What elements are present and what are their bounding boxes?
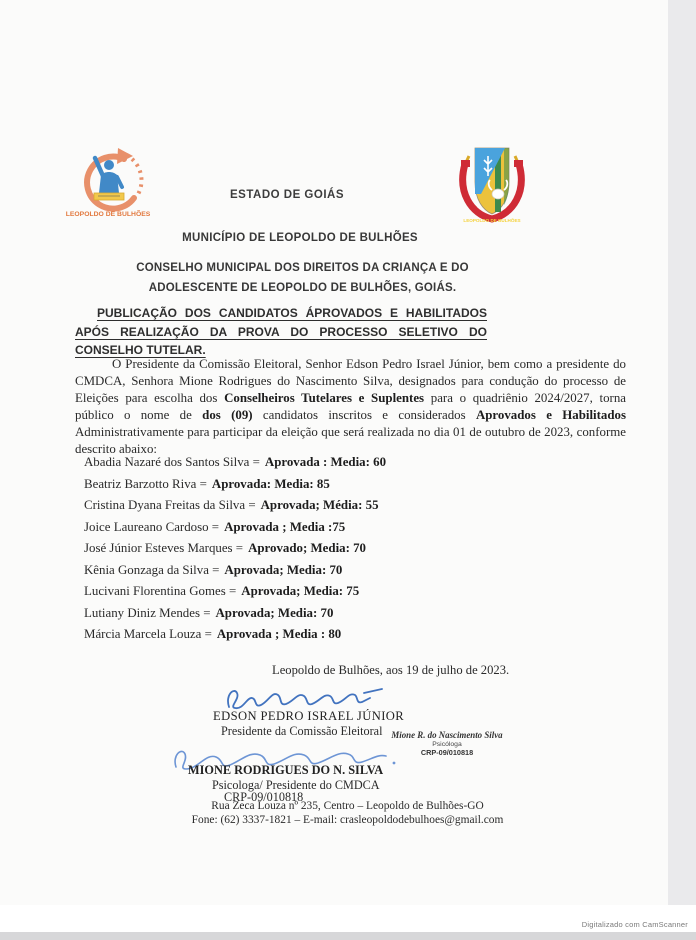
candidate-row bbox=[84, 517, 604, 539]
cmdca-crp: CRP-09/010818 bbox=[224, 790, 304, 804]
state-title: ESTADO DE GOIÁS bbox=[230, 189, 344, 201]
municipal-logo-caption: LEOPOLDO DE BULHÕES bbox=[65, 211, 151, 218]
coat-of-arms-caption: LEOPOLDO DE BULHÕES bbox=[463, 218, 521, 223]
council-title-line1: CONSELHO MUNICIPAL DOS DIREITOS DA CRIANÇA E DO bbox=[136, 262, 469, 274]
stamp-name: Mione R. do Nascimento Silva bbox=[391, 730, 503, 740]
candidate-row bbox=[84, 474, 604, 496]
dateline: Leopoldo de Bulhões, aos 19 de julho de 2023. bbox=[272, 663, 510, 677]
footer-address: Rua Zeca Louza nº 235, Centro – Leopoldo de Bulhões-GO bbox=[211, 800, 484, 812]
subject-line1: PUBLICAÇÃO DOS CANDIDATOS ÁPROVADOS E HABILITADOS bbox=[97, 306, 487, 320]
psychologist-stamp bbox=[388, 730, 506, 757]
candidate-row bbox=[84, 452, 604, 474]
candidate-result: Aprovada : Media: 60 bbox=[264, 455, 387, 469]
paragraph-bold: dos (09) bbox=[202, 407, 253, 422]
paragraph-text: Administrativamente para participar da eleição que será realizada no dia 01 de outubro de 2023, conforme descrito abaixo: bbox=[75, 424, 626, 456]
candidate-result: Aprovado; Media: 70 bbox=[248, 541, 367, 555]
candidate-name: José Júnior Esteves Marques = bbox=[84, 541, 244, 555]
candidate-result: Aprovada ; Media :75 bbox=[224, 519, 346, 534]
candidate-name: Abadia Nazaré dos Santos Silva = bbox=[84, 455, 260, 469]
council-title-line2: ADOLESCENTE DE LEOPOLDO DE BULHÕES, GOIÁS. bbox=[148, 282, 457, 294]
candidate-row bbox=[84, 538, 604, 560]
subject-line2: APÓS REALIZAÇÃO DA PROVA DO PROCESSO SELETIVO DO bbox=[75, 324, 487, 339]
subject-heading bbox=[75, 304, 487, 360]
candidate-row bbox=[84, 624, 604, 646]
president-role: Presidente da Comissão Eleitoral bbox=[221, 724, 383, 738]
candidate-name: Beatriz Barzotto Riva = bbox=[84, 476, 207, 491]
candidate-name: Joice Laureano Cardoso = bbox=[84, 519, 220, 534]
candidate-name: Kênia Gonzaga da Silva = bbox=[84, 562, 220, 577]
candidate-result: Aprovada ; Media : 80 bbox=[216, 627, 342, 641]
president-name: EDSON PEDRO ISRAEL JÚNIOR bbox=[213, 709, 405, 723]
candidate-row bbox=[84, 495, 604, 517]
candidate-result: Aprovada; Media: 70 bbox=[215, 605, 334, 620]
camscanner-strip bbox=[0, 905, 696, 932]
candidate-result: Aprovada; Media: 70 bbox=[224, 562, 343, 577]
footer-contact: Fone: (62) 3337-1821 – E-mail: crasleopoldodebulhoes@gmail.com bbox=[191, 813, 504, 826]
paragraph-bold: Aprovados e Habilitados bbox=[475, 407, 626, 422]
council-title bbox=[40, 258, 565, 298]
municipality-title: MUNICÍPIO DE LEOPOLDO DE BULHÕES bbox=[182, 232, 418, 244]
camscanner-label: Digitalizado com CamScanner bbox=[581, 920, 688, 929]
cmdca-name: MIONE RODRIGUES DO N. SILVA bbox=[188, 763, 384, 777]
paragraph-text: O Presidente da Comissão Eleitoral, Senhor Edson Pedro Israel Júnior, bem como a presidente do CMDCA, Senhora Mione Rodrigues do Nascimento Silva, designados para condução do processo de Eleições para escolha dos bbox=[75, 357, 626, 405]
scan-bottom-bar bbox=[0, 932, 696, 940]
candidate-list bbox=[84, 452, 604, 646]
subject-line3: CONSELHO TUTELAR. bbox=[75, 343, 206, 357]
paragraph-text: para o quadriênio 2024/2027, torna público o nome de bbox=[75, 390, 627, 422]
candidate-name: Cristina Dyana Freitas da Silva = bbox=[84, 498, 256, 512]
candidate-name: Márcia Marcela Louza = bbox=[84, 627, 212, 641]
candidate-result: Aprovada; Média: 55 bbox=[260, 498, 379, 512]
candidate-result: Aprovada; Media: 75 bbox=[241, 584, 360, 598]
candidate-result: Aprovada: Media: 85 bbox=[211, 476, 330, 491]
candidate-name: Lutiany Diniz Mendes = bbox=[84, 605, 211, 620]
paragraph-text: candidatos inscritos e considerados bbox=[252, 407, 476, 422]
stamp-role: Psicóloga bbox=[432, 741, 462, 748]
candidate-row bbox=[84, 560, 604, 582]
candidate-row bbox=[84, 581, 604, 603]
cmdca-role: Psicologa/ Presidente do CMDCA bbox=[212, 778, 380, 792]
scan-edge-strip bbox=[668, 0, 696, 905]
candidate-row bbox=[84, 603, 604, 625]
body-paragraph bbox=[75, 356, 626, 457]
document-footer bbox=[60, 800, 635, 827]
coat-of-arms-icon bbox=[455, 142, 529, 230]
paragraph-bold: Conselheiros Tutelares e Suplentes bbox=[224, 390, 425, 405]
municipal-logo-icon bbox=[64, 146, 152, 222]
candidate-name: Lucivani Florentina Gomes = bbox=[84, 584, 237, 598]
stamp-crp: CRP-09/010818 bbox=[420, 748, 474, 757]
